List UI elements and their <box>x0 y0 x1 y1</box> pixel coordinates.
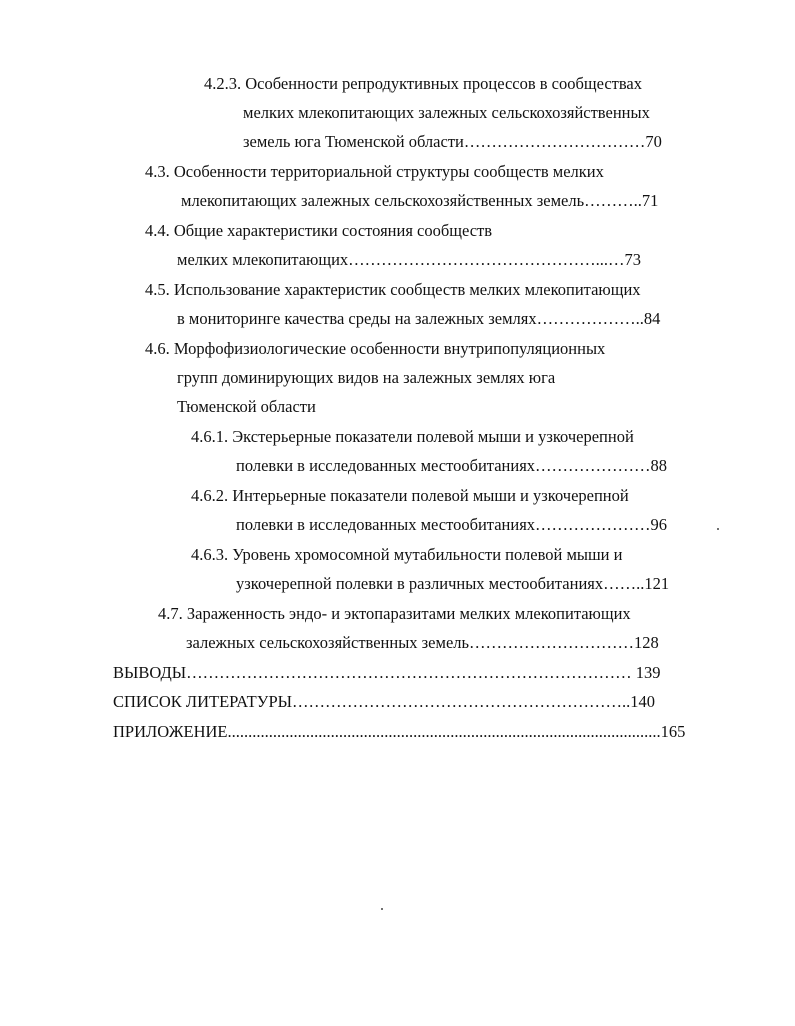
toc-4-7-line-1: 4.7. Зараженность эндо- и эктопаразитами мелких млекопитающих <box>158 604 631 623</box>
toc-4-6-2-line-2: полевки в исследованных местообитаниях…………………96 <box>236 515 668 534</box>
toc-4-5-line-2: в мониторинге качества среды на залежных землях………………..84 <box>177 309 661 328</box>
toc-4-2-3-line-2: мелких млекопитающих залежных сельскохозяйственных <box>243 103 650 122</box>
scan-speck <box>381 908 383 910</box>
toc-4-6-line-3: Тюменской области <box>177 397 316 416</box>
toc-4-2-3-line-1: 4.2.3. Особенности репродуктивных процессов в сообществах <box>204 74 643 93</box>
toc-4-6-line-1: 4.6. Морфофизиологические особенности внутрипопуляционных <box>145 339 606 358</box>
toc-4-6-1-line-1: 4.6.1. Экстерьерные показатели полевой мыши и узкочерепной <box>191 427 634 446</box>
toc-appendix: ПРИЛОЖЕНИЕ.........................................................................................................165 <box>113 722 686 741</box>
toc-4-5-line-1: 4.5. Использование характеристик сообществ мелких млекопитающих <box>145 280 641 299</box>
toc-4-6-2-line-1: 4.6.2. Интерьерные показатели полевой мыши и узкочерепной <box>191 486 629 505</box>
toc-4-6-1-line-2: полевки в исследованных местообитаниях…………………88 <box>236 456 668 475</box>
toc-4-4-line-1: 4.4. Общие характеристики состояния сообществ <box>145 221 493 240</box>
toc-4-6-3-line-1: 4.6.3. Уровень хромосомной мутабильности полевой мыши и <box>191 545 623 564</box>
toc-4-6-line-2: групп доминирующих видов на залежных землях юга <box>177 368 556 387</box>
toc-references: СПИСОК ЛИТЕРАТУРЫ……………………………………………………..140 <box>113 692 656 711</box>
scan-speck <box>717 528 719 530</box>
toc-4-3-line-2: млекопитающих залежных сельскохозяйственных земель………..71 <box>181 191 659 210</box>
toc-4-4-line-2: мелких млекопитающих………………………………………...…73 <box>177 250 642 269</box>
toc-4-2-3-line-3: земель юга Тюменской области……………………………70 <box>243 132 662 151</box>
toc-conclusions: ВЫВОДЫ……………………………………………………………………… 139 <box>113 663 661 682</box>
toc-4-3-line-1: 4.3. Особенности территориальной структуры сообществ мелких <box>145 162 604 181</box>
toc-4-6-3-line-2: узкочерепной полевки в различных местообитаниях……..121 <box>236 574 670 593</box>
toc-4-7-line-2: залежных сельскохозяйственных земель…………………………128 <box>186 633 659 652</box>
